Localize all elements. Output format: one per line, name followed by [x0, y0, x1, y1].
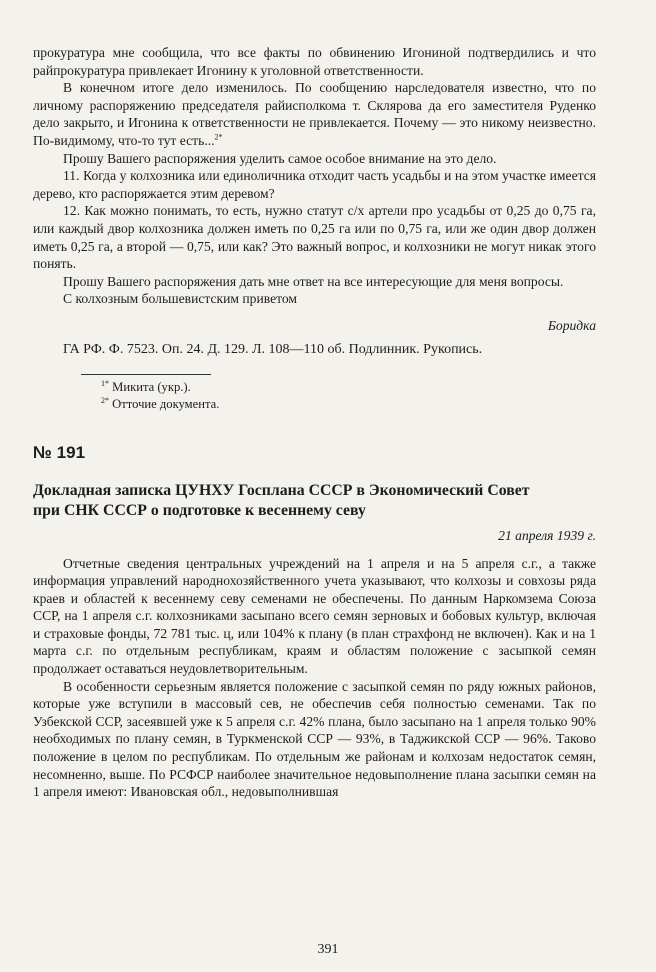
footnote-marker: 2* — [214, 132, 223, 142]
paragraph: 11. Когда у колхозника или единоличника отходит часть усадьбы и на этом участке имеется дерево, кто распоряжается этим деревом? — [33, 168, 596, 201]
document-date: 21 апреля 1939 г. — [498, 527, 596, 543]
archive-reference: ГА РФ. Ф. 7523. Оп. 24. Д. 129. Л. 108—110 об. Подлинник. Рукопись. — [63, 341, 483, 357]
footnote-text: Микита (укр.). — [112, 379, 191, 394]
footnote-marker: 1* — [101, 378, 109, 388]
document-number: № 191 — [33, 442, 86, 462]
footnote — [33, 396, 596, 413]
paragraph — [33, 79, 596, 149]
paragraph: В особенности серьезным является положение с засыпкой семян по ряду южных районов, которые уже вступили в массовый сев, не обеспечив себя полностью семенами. Так по Узбекской ССР, засеявшей уже к 5 апреля с.г. 42% плана, было засыпано на 1 апреля только 90% необходимых по плану семян, в Туркменской ССР — 93%, в Таджикской ССР — 96%. Таково положение в целом по республикам. По отдельным же районам и колхозам недостаток семян, несомненно, выше. По РСФСР наиболее значительное недовыполнение плана засыпки семян на 1 апреля имеют: Ивановская обл., недовыполнившая — [33, 678, 596, 800]
closing-line: С колхозным большевистским приветом — [63, 291, 298, 307]
paragraph: прокуратура мне сообщила, что все факты по обвинению Игониной подтвердились и что райпрокуратура привлекает Игонину к уголовной ответственности. — [33, 45, 596, 78]
footnote-marker: 2* — [101, 395, 109, 405]
document-page — [33, 44, 596, 801]
paragraph-text: В конечном итоге дело изменилось. По сообщению нарследователя известно, что по личному распоряжению председателя райисполкома т. Склярова да его заместителя Руденко дело закрыто, и Игонина к ответственности не привлекается. Почему — это никому неизвестно. По-видимому, что-то тут есть... — [33, 80, 596, 148]
document-title: Докладная записка ЦУНХУ Госплана СССР в Экономический Совет при СНК СССР о подготовке к весеннему севу — [33, 481, 530, 519]
signature: Боридка — [547, 317, 596, 333]
footnote-text: Отточие документа. — [112, 396, 220, 411]
footnote — [33, 379, 596, 396]
footnote-divider — [81, 374, 211, 375]
paragraph: Прошу Вашего распоряжения уделить самое особое внимание на это дело. — [63, 150, 497, 166]
paragraph: 12. Как можно понимать, то есть, нужно статут с/х артели про усадьбы от 0,25 до 0,75 га, или каждый двор колхозника должен иметь по 0,25 га или по 0,75 га, или же один двор должен иметь 0,25 га, а второй — 0,75, или как? Это важный вопрос, и колхозники не могут никак этого понять. — [33, 203, 596, 272]
paragraph: Прошу Вашего распоряжения дать мне ответ на все интересующие для меня вопросы. — [63, 273, 564, 289]
page-number: 391 — [317, 942, 339, 957]
paragraph: Отчетные сведения центральных учреждений на 1 апреля и на 5 апреля с.г., а также информация управлений народнохозяйственного учета указывают, что колхозы и совхозы ряда краев и областей к весеннему севу семенами не обеспечены. По данным Наркомзема Союза ССР, на 1 апреля с.г. колхозниками засыпано всего семян зерновых и бобовых культур, включая и страховые фонды, 72 781 тыс. ц, или 104% к плану (в план страхфонд не включен). Как и на 1 марта с.г. по отдельным республикам, краям и областям положение с засыпкой семян продолжает оставаться неудовлетворительным. — [33, 555, 596, 677]
